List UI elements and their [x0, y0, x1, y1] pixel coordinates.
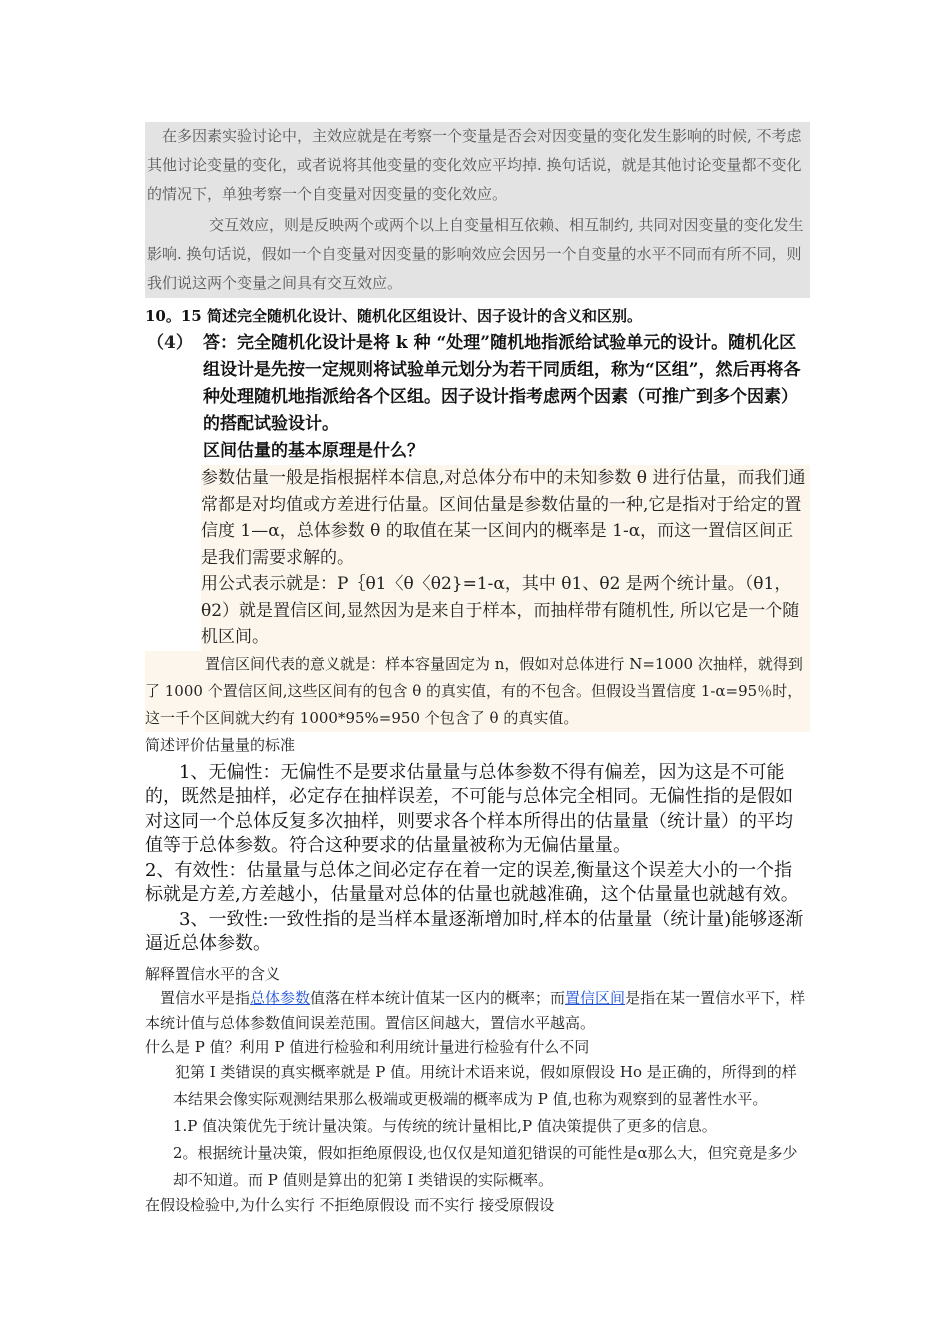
criteria-heading: 简述评价估量量的标准 [145, 735, 296, 754]
confidence-text-2: 值落在样本统计值某一区内的概率；而 [310, 988, 566, 1007]
confidence-heading: 解释置信水平的含义 [145, 964, 281, 983]
hypothesis-heading: 在假设检验中,为什么实行 不拒绝原假设 而不实行 接受原假设 [145, 1195, 555, 1214]
criterion-efficiency: 2、有效性：估量量与总体之间必定存在着一定的误差,衡量这个误差大小的一个指标就是方差,方差越小，估量量对总体的估量也就越准确，这个估量量也就越有效。 [145, 859, 799, 905]
criterion-unbiasedness: 1、无偏性：无偏性不是要求估量量与总体参数不得有偏差，因为这是不可能的，既然是抽样，必定存在抽样误差，不可能与总体完全相同。无偏性指的是假如对这同一个总体反复多次抽样，则要求各个样本所得出的估量量（统计量）的平均值等于总体参数。符合这种要求的估量量被称为无偏估量量。 [145, 761, 793, 856]
main-effect-paragraph: 在多因素实验讨论中，主效应就是在考察一个变量是否会对因变量的变化发生影响的时候, 不考虑其他讨论变量的变化，或者说将其他变量的变化效应平均掉. 换句话说，就是其他讨论变量都不变化的情况下，单独考察一个自变量对因变量的变化效应。 [147, 127, 802, 203]
criteria-list [145, 761, 810, 957]
interval-paragraph-2: 用公式表示就是：P｛θ1〈θ〈θ2}=1-α，其中 θ1、θ2 是两个统计量。（θ1，θ2）就是置信区间,显然因为是来自于样本，而抽样带有随机性, 所以它是一个随机区间。 [201, 574, 800, 647]
confidence-text-1: 置信水平是指 [160, 988, 251, 1007]
answer-text: 答：完全随机化设计是将 k 种 “处理”随机地指派给试验单元的设计。随机化区组设计是先按一定规则将试验单元划分为若干同质组，称为“区组”，然后再将各种处理随机地指派给各个区组。因子设计指考虑两个因素（可推广到多个因素）的搭配试验设计。 [203, 333, 801, 434]
answer-block [145, 330, 810, 465]
answer-number: （4） [147, 333, 193, 353]
confidence-paragraph [145, 986, 810, 1036]
pvalue-paragraph-1: 犯第 I 类错误的真实概率就是 P 值。用统计术语来说，假如原假设 Ho 是正确的，所得到的样本结果会像实际观测结果那么极端或更极端的概率成为 P 值,也称为观察到的显著性水平。 [173, 1062, 797, 1108]
link-population-parameter[interactable]: 总体参数 [250, 988, 311, 1007]
interval-paragraph-3: 置信区间代表的意义就是：样本容量固定为 n，假如对总体进行 N=1000 次抽样，就得到了 1000 个置信区间,这些区间有的包含 θ 的真实值，有的不包含。但假设当置信度 1-α=95％时，这一千个区间就大约有 1000*95%=950 个包含了 θ 的真实值。 [145, 654, 803, 727]
interval-meaning-block [145, 651, 810, 732]
interval-question: 区间估量的基本原理是什么？ [203, 441, 424, 461]
link-confidence-interval[interactable]: 置信区间 [565, 988, 626, 1007]
pvalue-heading: 什么是 P 值？利用 P 值进行检验和利用统计量进行检验有什么不同 [145, 1037, 590, 1056]
confidence-text-3: 是指在某一置信水平下，样本统计值与总体参数值间误差范围。置信区间越大，置信水平越高。 [145, 988, 806, 1032]
pvalue-paragraph-3: 2。根据统计量决策，假如拒绝原假设,也仅仅是知道犯错误的可能性是α那么大，但究竟是多少却不知道。而 P 值则是算出的犯第 I 类错误的实际概率。 [173, 1143, 798, 1189]
interval-paragraph-1: 参数估量一般是指根据样本信息,对总体分布中的未知参数 θ 进行估量，而我们通常都是对均值或方差进行估量。区间估量是参数估量的一种,它是指对于给定的置信度 1—α，总体参数 θ 的取值在某一区间内的概率是 1-α，而这一置信区间正是我们需要求解的。 [201, 468, 806, 568]
question-10-15: 10。15 简述完全随机化设计、随机化区组设计、因子设计的含义和区别。 [145, 307, 642, 325]
interval-estimation-block [201, 465, 810, 651]
criterion-consistency: 3、一致性:一致性指的是当样本量逐渐增加时,样本的估量量（统计量)能够逐渐逼近总体参数。 [145, 908, 804, 954]
pvalue-paragraph-2: 1.P 值决策优先于统计量决策。与传统的统计量相比,P 值决策提供了更多的信息。 [173, 1116, 717, 1135]
main-effect-block [145, 122, 810, 298]
interaction-effect-paragraph: 交互效应，则是反映两个或两个以上自变量相互依赖、相互制约, 共同对因变量的变化发生影响. 换句话说，假如一个自变量对因变量的影响效应会因另一个自变量的水平不同而有所不同，则我们说这两个变量之间具有交互效应。 [147, 216, 804, 292]
document-page [145, 122, 810, 1217]
pvalue-block [173, 1059, 810, 1194]
